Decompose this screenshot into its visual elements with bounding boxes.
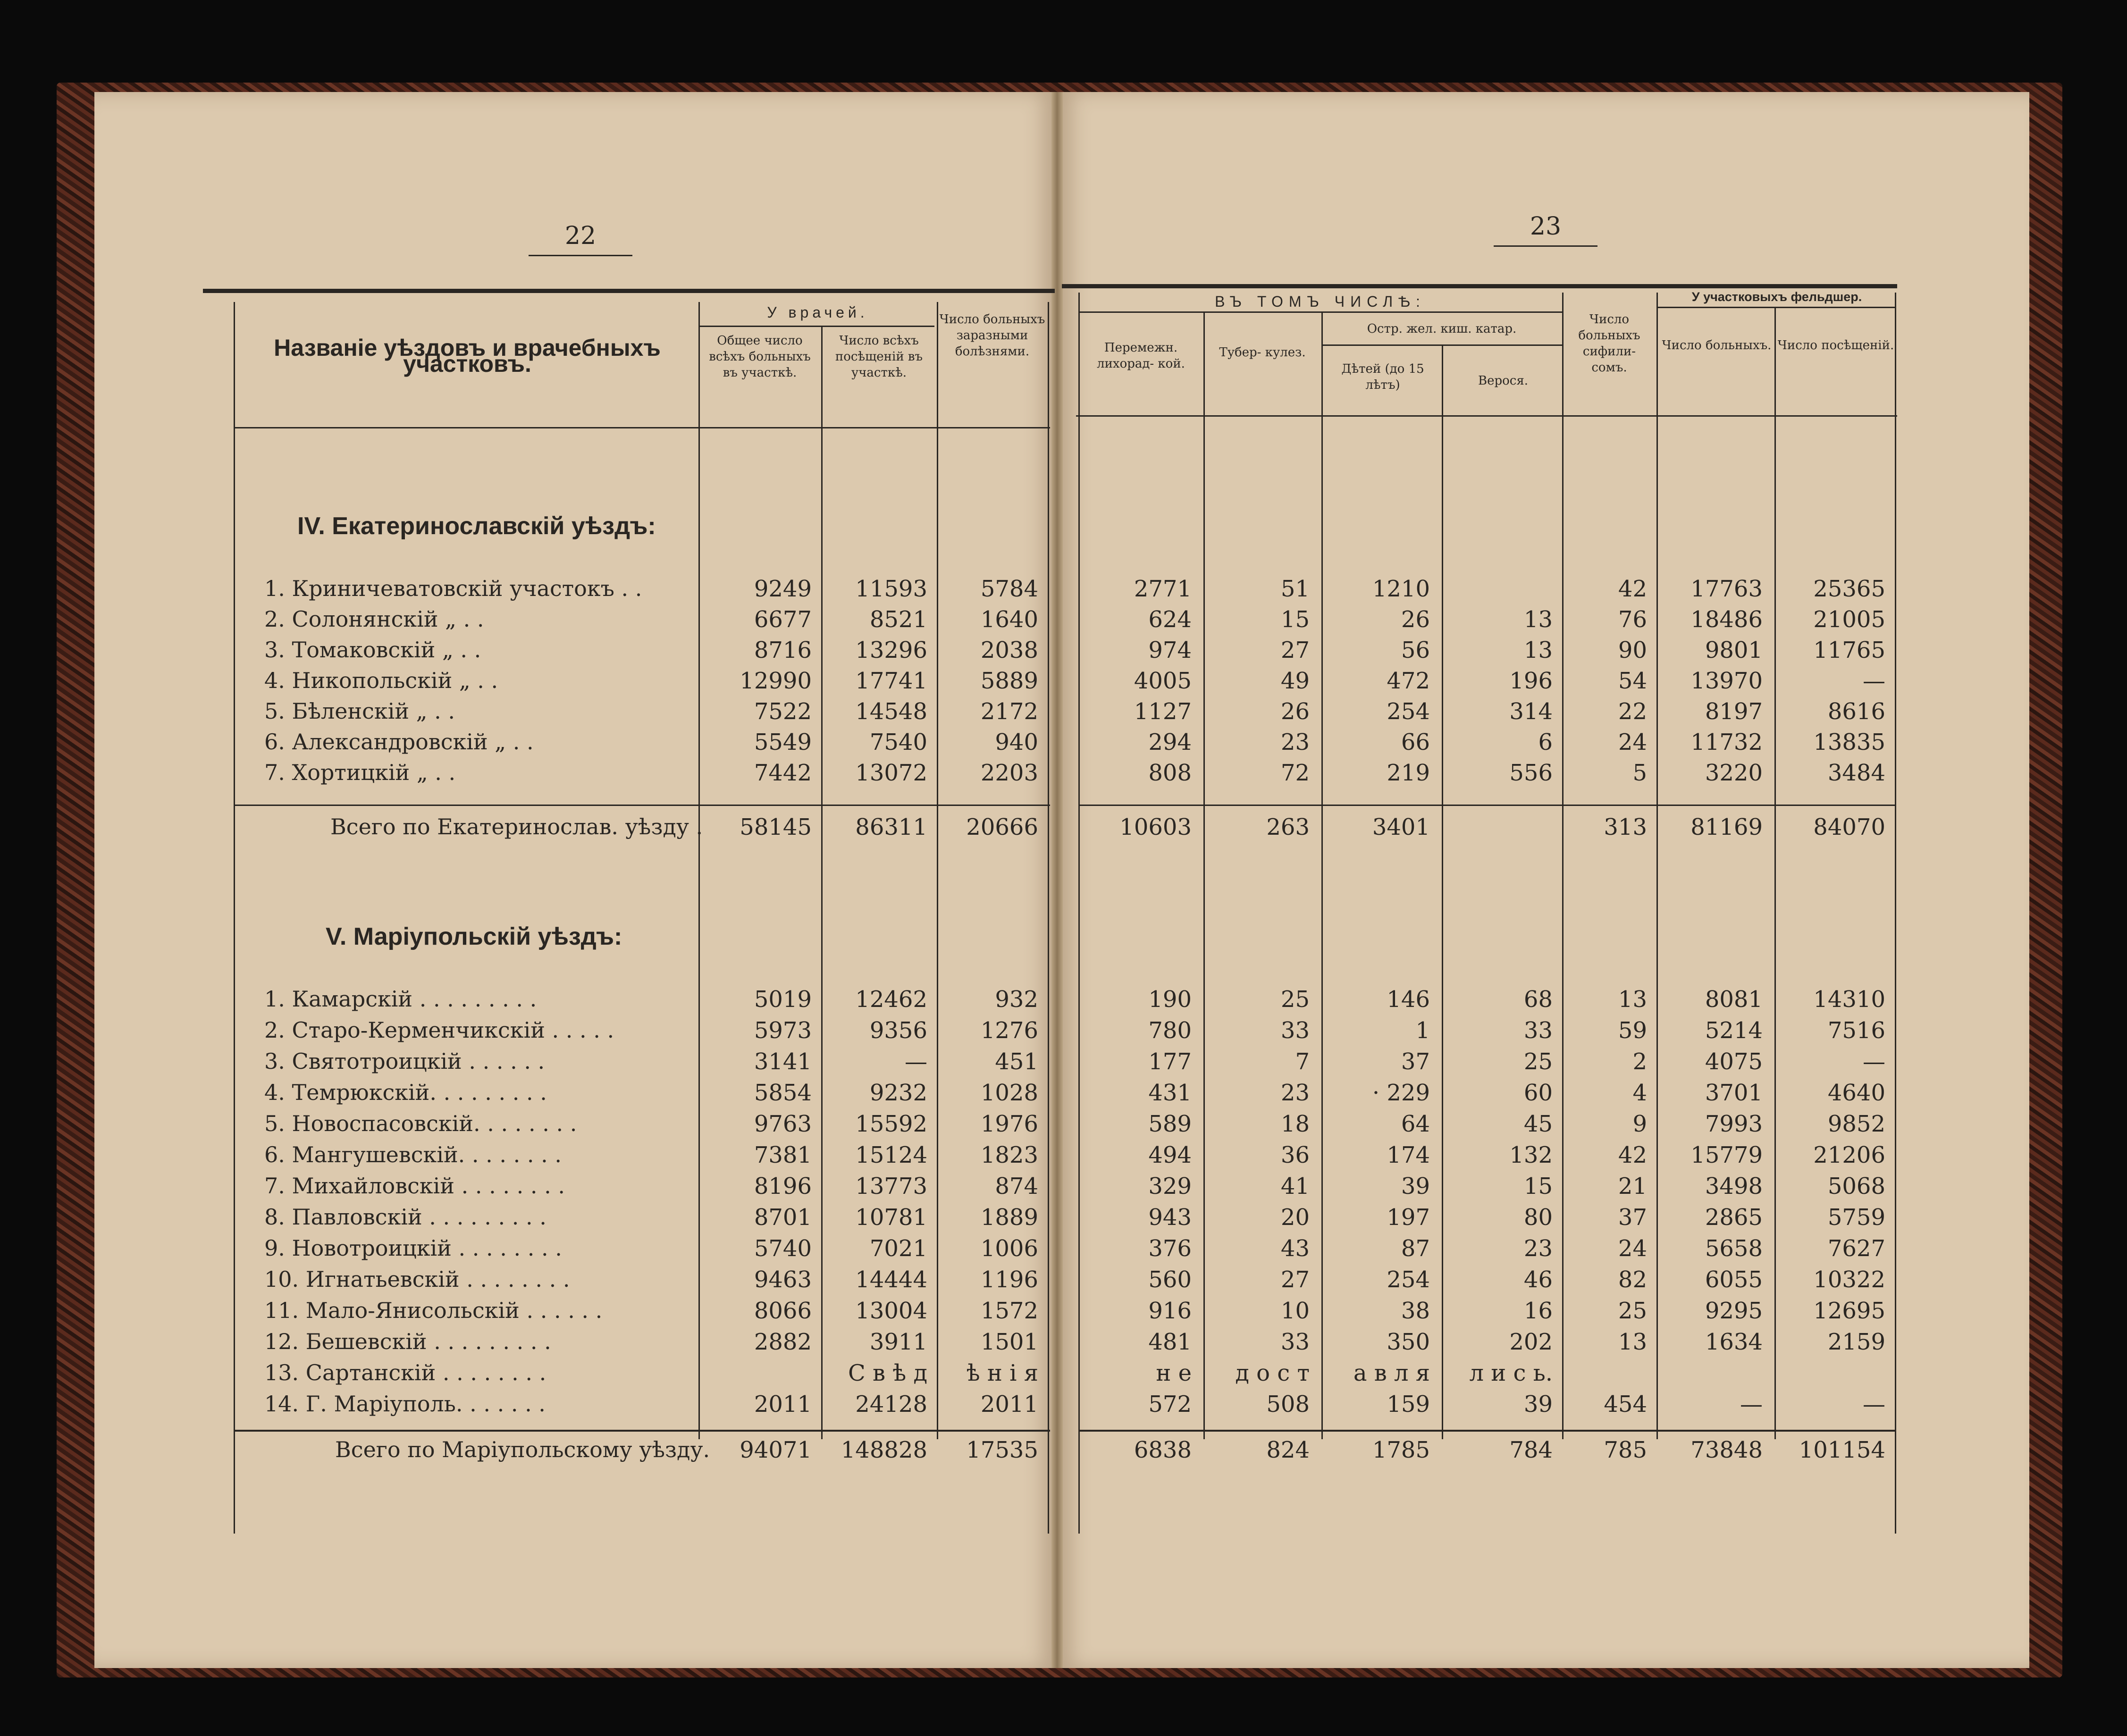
cell-c3: 1889 [980, 1204, 1038, 1231]
cell-c4: 1127 [1134, 698, 1192, 725]
cell-c3: 1501 [980, 1329, 1038, 1355]
cell-c6: · 229 [1372, 1080, 1430, 1106]
row-name: 6. Александровскій „ . . [264, 729, 534, 755]
cell-c5: 15 [1280, 606, 1310, 633]
cell-c5: 824 [1266, 1437, 1310, 1463]
row-name: Всего по Екатеринослав. уѣзду . [330, 814, 703, 839]
header-including: ВЪ ТОМЪ ЧИСЛѢ: [1215, 293, 1426, 310]
cell-c8: 21 [1618, 1173, 1647, 1199]
row-name: 10. Игнатьевскій . . . . . . . . [264, 1266, 570, 1292]
cell-c2: 7021 [869, 1235, 927, 1262]
cell-c5: 263 [1266, 814, 1310, 840]
cell-c1: 5973 [754, 1017, 812, 1044]
cell-c8: 4 [1632, 1080, 1647, 1106]
cell-c1: 7442 [754, 760, 812, 786]
cell-c8: 454 [1604, 1391, 1647, 1417]
cell-c2: 9232 [869, 1080, 927, 1106]
cell-c6: 197 [1387, 1204, 1430, 1231]
row-name: 12. Бешевскій . . . . . . . . . [264, 1329, 551, 1354]
header-f-visits: Число посѣщеній. [1777, 338, 1894, 352]
cell-c3: 1976 [980, 1111, 1038, 1137]
cell-c4: 974 [1148, 637, 1192, 663]
cell-c2: 8521 [869, 606, 927, 633]
cell-c5: 41 [1280, 1173, 1310, 1199]
header-total-patients: Общее число всѣхъ больныхъ въ участкѣ. [709, 334, 811, 380]
row-name: 4. Никопольскій „ . . [264, 668, 498, 693]
cell-c5: 43 [1280, 1235, 1310, 1262]
cell-c2: 14548 [855, 698, 927, 725]
row-name: 8. Павловскій . . . . . . . . . [264, 1204, 546, 1230]
cell-c1: 8066 [754, 1298, 812, 1324]
cell-c7: 45 [1523, 1111, 1553, 1137]
cell-c6: 87 [1401, 1235, 1430, 1262]
cell-c6: 26 [1401, 606, 1430, 633]
cell-c4: 190 [1148, 986, 1192, 1013]
row-name: 13. Сартанскій . . . . . . . . [264, 1360, 546, 1385]
cell-c10: 8616 [1827, 698, 1885, 725]
cell-c8: 13 [1618, 986, 1647, 1013]
cell-c6: 56 [1401, 637, 1430, 663]
cell-c1: 5549 [754, 729, 812, 755]
header-gastro: Остр. жел. киш. катар. [1367, 322, 1517, 336]
cell-c10: 3484 [1827, 760, 1885, 786]
cell-c9: 3701 [1705, 1080, 1763, 1106]
cell-c9: 1634 [1705, 1329, 1763, 1355]
cell-c8: 2 [1632, 1048, 1647, 1075]
cell-c7: 314 [1509, 698, 1553, 725]
cell-c8: 54 [1618, 668, 1647, 694]
cell-c8: 82 [1618, 1266, 1647, 1293]
header-total-visits: Число всѣхъ посѣщеній въ участкѣ. [835, 334, 923, 380]
cell-c10: 7516 [1827, 1017, 1885, 1044]
cell-c8: 59 [1618, 1017, 1647, 1044]
cell-c5: 27 [1280, 637, 1310, 663]
cell-c2: 24128 [855, 1391, 927, 1417]
cell-c9: 9295 [1705, 1298, 1763, 1324]
row-name: Всего по Маріупольскому уѣзду. [335, 1437, 710, 1462]
cell-c6: 37 [1401, 1048, 1430, 1075]
cell-c6: 39 [1401, 1173, 1430, 1199]
cell-c5: 18 [1280, 1111, 1310, 1137]
cell-c9: 2865 [1705, 1204, 1763, 1231]
section-title-ekaterinoslav: IV. Екатеринославскій уѣздъ: [297, 512, 656, 540]
cell-c7: 33 [1523, 1017, 1553, 1044]
cell-c3: 2203 [980, 760, 1038, 786]
cell-c4: 572 [1148, 1391, 1192, 1417]
cell-c9: 3498 [1705, 1173, 1763, 1199]
cell-c6: 3401 [1372, 814, 1430, 840]
section-title-mariupol: V. Маріупольскій уѣздъ: [326, 923, 622, 950]
cell-c2: 3911 [869, 1329, 927, 1355]
header-syphilis: Число больныхъ сифили- сомъ. [1578, 312, 1640, 375]
cell-c2: 17741 [855, 668, 927, 694]
cell-c1: 9763 [754, 1111, 812, 1137]
header-infectious: Число больныхъ заразными болѣзнями. [939, 312, 1045, 359]
cell-c3: 940 [995, 729, 1038, 755]
cell-c3: 1276 [980, 1017, 1038, 1044]
cell-c3: 17535 [966, 1437, 1038, 1463]
cell-c7: 23 [1523, 1235, 1553, 1262]
cell-c6: а в л я [1353, 1360, 1430, 1386]
cell-c3: ѣ н і я [966, 1360, 1038, 1386]
cell-c5: 20 [1280, 1204, 1310, 1231]
cell-c6: 1 [1415, 1017, 1430, 1044]
cell-c1: 7381 [754, 1142, 812, 1168]
row-name: 3. Томаковскій „ . . [264, 637, 481, 663]
cell-c9: 8197 [1705, 698, 1763, 725]
header-doctors: У врачей. [767, 304, 868, 321]
row-name: 4. Темрюкскій. . . . . . . . . [264, 1080, 547, 1105]
cell-c6: 174 [1387, 1142, 1430, 1168]
cell-c7: 784 [1509, 1437, 1553, 1463]
cell-c10: — [1863, 1048, 1885, 1075]
cell-c7: 68 [1523, 986, 1553, 1013]
cell-c9: 3220 [1705, 760, 1763, 786]
row-name: 7. Михайловскій . . . . . . . . [264, 1173, 565, 1199]
cell-c8: 37 [1618, 1204, 1647, 1231]
header-feldsher: У участковыхъ фельдшер. [1691, 290, 1862, 304]
cell-c8: 24 [1618, 1235, 1647, 1262]
cell-c2: 9356 [869, 1017, 927, 1044]
cell-c10: 21005 [1813, 606, 1885, 633]
cell-c10: 5068 [1827, 1173, 1885, 1199]
cell-c3: 2011 [980, 1391, 1038, 1417]
cell-c5: 51 [1280, 576, 1310, 602]
cell-c8: 785 [1604, 1437, 1647, 1463]
cell-c5: 25 [1280, 986, 1310, 1013]
cell-c8: 22 [1618, 698, 1647, 725]
cell-c3: 2038 [980, 637, 1038, 663]
cell-c1: 7522 [754, 698, 812, 725]
cell-c9: 81169 [1690, 814, 1763, 840]
cell-c7: 13 [1523, 606, 1553, 633]
cell-c2: 13004 [855, 1298, 927, 1324]
cell-c8: 76 [1618, 606, 1647, 633]
left-page-number: 22 [529, 222, 632, 256]
cell-c9: 11732 [1690, 729, 1763, 755]
cell-c6: 1210 [1372, 576, 1430, 602]
cell-c3: 1572 [980, 1298, 1038, 1324]
cell-c10: 7627 [1827, 1235, 1885, 1262]
cell-c6: 38 [1401, 1298, 1430, 1324]
cell-c5: 23 [1280, 1080, 1310, 1106]
cell-c3: 1196 [980, 1266, 1038, 1293]
row-name: 1. Камарскій . . . . . . . . . [264, 986, 537, 1012]
cell-c5: 33 [1280, 1329, 1310, 1355]
cell-c2: 14444 [855, 1266, 927, 1293]
cell-c10: 11765 [1813, 637, 1885, 663]
row-name: 9. Новотроицкій . . . . . . . . [264, 1235, 562, 1261]
cell-c9: 8081 [1705, 986, 1763, 1013]
cell-c8: 25 [1618, 1298, 1647, 1324]
cell-c5: 36 [1280, 1142, 1310, 1168]
cell-c1: 3141 [754, 1048, 812, 1075]
cell-c10: 101154 [1799, 1437, 1885, 1463]
cell-c9: 5214 [1705, 1017, 1763, 1044]
cell-c10: 13835 [1813, 729, 1885, 755]
cell-c5: 49 [1280, 668, 1310, 694]
cell-c10: 10322 [1813, 1266, 1885, 1293]
cell-c10: 21206 [1813, 1142, 1885, 1168]
cell-c4: 916 [1148, 1298, 1192, 1324]
cell-c2: 13296 [855, 637, 927, 663]
cell-c4: 624 [1148, 606, 1192, 633]
cell-c8: 42 [1618, 576, 1647, 602]
cell-c2: 15592 [855, 1111, 927, 1137]
row-name: 11. Мало-Янисольскій . . . . . . [264, 1298, 603, 1323]
cell-c4: 6838 [1134, 1437, 1192, 1463]
cell-c2: 148828 [841, 1437, 927, 1463]
row-name: 7. Хортицкій „ . . [264, 760, 456, 785]
cell-c1: 6677 [754, 606, 812, 633]
cell-c2: 13773 [855, 1173, 927, 1199]
cell-c1: 8701 [754, 1204, 812, 1231]
book-gutter [1051, 92, 1063, 1668]
cell-c10: 4640 [1827, 1080, 1885, 1106]
cell-c10: 14310 [1813, 986, 1885, 1013]
header-children: Дѣтей (до 15 лѣтъ) [1341, 362, 1424, 392]
cell-c4: 376 [1148, 1235, 1192, 1262]
row-name: 5. Новоспасовскій. . . . . . . . [264, 1111, 577, 1136]
cell-c4: 560 [1148, 1266, 1192, 1293]
cell-c10: 9852 [1827, 1111, 1885, 1137]
left-page [94, 92, 1057, 1668]
cell-c7: 556 [1509, 760, 1553, 786]
cell-c10: 2159 [1827, 1329, 1885, 1355]
cell-c10: — [1863, 1391, 1885, 1417]
cell-c2: 7540 [869, 729, 927, 755]
cell-c6: 254 [1387, 698, 1430, 725]
cell-c3: 932 [995, 986, 1038, 1013]
cell-c4: 294 [1148, 729, 1192, 755]
cell-c7: 25 [1523, 1048, 1553, 1075]
cell-c10: 84070 [1813, 814, 1885, 840]
cell-c7: 46 [1523, 1266, 1553, 1293]
cell-c1: 9463 [754, 1266, 812, 1293]
cell-c4: 481 [1148, 1329, 1192, 1355]
cell-c1: 12990 [740, 668, 812, 694]
header-malaria: Перемежн. лихорад- кой. [1097, 341, 1185, 371]
cell-c4: 943 [1148, 1204, 1192, 1231]
cell-c6: 66 [1401, 729, 1430, 755]
cell-c9: 5658 [1705, 1235, 1763, 1262]
cell-c3: 5889 [980, 668, 1038, 694]
cell-c5: 10 [1280, 1298, 1310, 1324]
header-adults: Верося. [1478, 374, 1529, 388]
right-page-number: 23 [1494, 212, 1597, 247]
cell-c8: 42 [1618, 1142, 1647, 1168]
cell-c6: 472 [1387, 668, 1430, 694]
cell-c8: 9 [1632, 1111, 1647, 1137]
cell-c1: 2011 [754, 1391, 812, 1417]
cell-c4: 589 [1148, 1111, 1192, 1137]
cell-c9: 7993 [1705, 1111, 1763, 1137]
cell-c6: 159 [1387, 1391, 1430, 1417]
cell-c1: 8716 [754, 637, 812, 663]
cell-c1: 5740 [754, 1235, 812, 1262]
cell-c2: 10781 [855, 1204, 927, 1231]
cell-c7: 15 [1523, 1173, 1553, 1199]
header-name: Названіе уѣздовъ и врачебныхъ участковъ. [274, 335, 661, 377]
cell-c1: 5019 [754, 986, 812, 1013]
cell-c9: 6055 [1705, 1266, 1763, 1293]
cell-c2: — [905, 1048, 927, 1075]
cell-c3: 1028 [980, 1080, 1038, 1106]
cell-c8: 90 [1618, 637, 1647, 663]
cell-c1: 2882 [754, 1329, 812, 1355]
cell-c7: 13 [1523, 637, 1553, 663]
cell-c6: 254 [1387, 1266, 1430, 1293]
cell-c4: 4005 [1134, 668, 1192, 694]
cell-c7: 80 [1523, 1204, 1553, 1231]
cell-c7: 39 [1523, 1391, 1553, 1417]
cell-c4: н е [1156, 1360, 1192, 1386]
cell-c4: 780 [1148, 1017, 1192, 1044]
cell-c2: 11593 [855, 576, 927, 602]
header-f-patients: Число больныхъ. [1662, 338, 1772, 352]
row-name: 5. Бѣленскій „ . . [264, 698, 455, 724]
cell-c6: 1785 [1372, 1437, 1430, 1463]
cell-c9: 13970 [1690, 668, 1763, 694]
cell-c8: 5 [1632, 760, 1647, 786]
row-name: 2. Солонянскій „ . . [264, 606, 484, 632]
cell-c10: 12695 [1813, 1298, 1885, 1324]
cell-c3: 5784 [980, 576, 1038, 602]
cell-c1: 58145 [740, 814, 812, 840]
cell-c6: 350 [1387, 1329, 1430, 1355]
cell-c7: 132 [1509, 1142, 1553, 1168]
cell-c9: — [1740, 1391, 1763, 1417]
cell-c4: 808 [1148, 760, 1192, 786]
cell-c7: 196 [1509, 668, 1553, 694]
cell-c7: 16 [1523, 1298, 1553, 1324]
cell-c3: 20666 [966, 814, 1038, 840]
cell-c7: 60 [1523, 1080, 1553, 1106]
cell-c9: 17763 [1690, 576, 1763, 602]
cell-c10: 25365 [1813, 576, 1885, 602]
cell-c7: 202 [1509, 1329, 1553, 1355]
cell-c3: 1006 [980, 1235, 1038, 1262]
cell-c4: 177 [1148, 1048, 1192, 1075]
cell-c1: 9249 [754, 576, 812, 602]
cell-c5: 72 [1280, 760, 1310, 786]
row-name: 6. Мангушевскій. . . . . . . . [264, 1142, 562, 1167]
cell-c3: 874 [995, 1173, 1038, 1199]
cell-c1: 5854 [754, 1080, 812, 1106]
cell-c6: 146 [1387, 986, 1430, 1013]
cell-c4: 2771 [1134, 576, 1192, 602]
cell-c5: 33 [1280, 1017, 1310, 1044]
cell-c2: 86311 [855, 814, 927, 840]
cell-c2: С в ѣ д [848, 1360, 927, 1386]
cell-c5: 26 [1280, 698, 1310, 725]
header-tuberculosis: Тубер- кулез. [1219, 345, 1306, 360]
cell-c5: 27 [1280, 1266, 1310, 1293]
cell-c8: 13 [1618, 1329, 1647, 1355]
cell-c3: 2172 [980, 698, 1038, 725]
cell-c9: 15779 [1690, 1142, 1763, 1168]
cell-c9: 9801 [1705, 637, 1763, 663]
cell-c6: 219 [1387, 760, 1430, 786]
cell-c9: 18486 [1690, 606, 1763, 633]
cell-c1: 8196 [754, 1173, 812, 1199]
cell-c2: 12462 [855, 986, 927, 1013]
cell-c2: 15124 [855, 1142, 927, 1168]
row-name: 2. Старо-Керменчикскій . . . . . [264, 1017, 614, 1043]
cell-c8: 313 [1604, 814, 1647, 840]
cell-c4: 10603 [1119, 814, 1192, 840]
row-name: 1. Криничеватовскій участокъ . . [264, 576, 642, 601]
cell-c4: 329 [1148, 1173, 1192, 1199]
cell-c5: 23 [1280, 729, 1310, 755]
cell-c4: 431 [1148, 1080, 1192, 1106]
cell-c5: д о с т [1235, 1360, 1310, 1386]
cell-c6: 64 [1401, 1111, 1430, 1137]
cell-c7: л и с ь. [1469, 1360, 1553, 1386]
cell-c8: 24 [1618, 729, 1647, 755]
cell-c3: 451 [995, 1048, 1038, 1075]
cell-c5: 7 [1295, 1048, 1310, 1075]
cell-c5: 508 [1266, 1391, 1310, 1417]
cell-c2: 13072 [855, 760, 927, 786]
cell-c9: 73848 [1690, 1437, 1763, 1463]
cell-c3: 1640 [980, 606, 1038, 633]
cell-c10: — [1863, 668, 1885, 694]
cell-c4: 494 [1148, 1142, 1192, 1168]
cell-c7: 6 [1538, 729, 1553, 755]
cell-c9: 4075 [1705, 1048, 1763, 1075]
cell-c1: 94071 [740, 1437, 812, 1463]
row-name: 3. Святотроицкій . . . . . . [264, 1048, 545, 1074]
cell-c10: 5759 [1827, 1204, 1885, 1231]
row-name: 14. Г. Маріуполь. . . . . . . [264, 1391, 546, 1417]
cell-c3: 1823 [980, 1142, 1038, 1168]
